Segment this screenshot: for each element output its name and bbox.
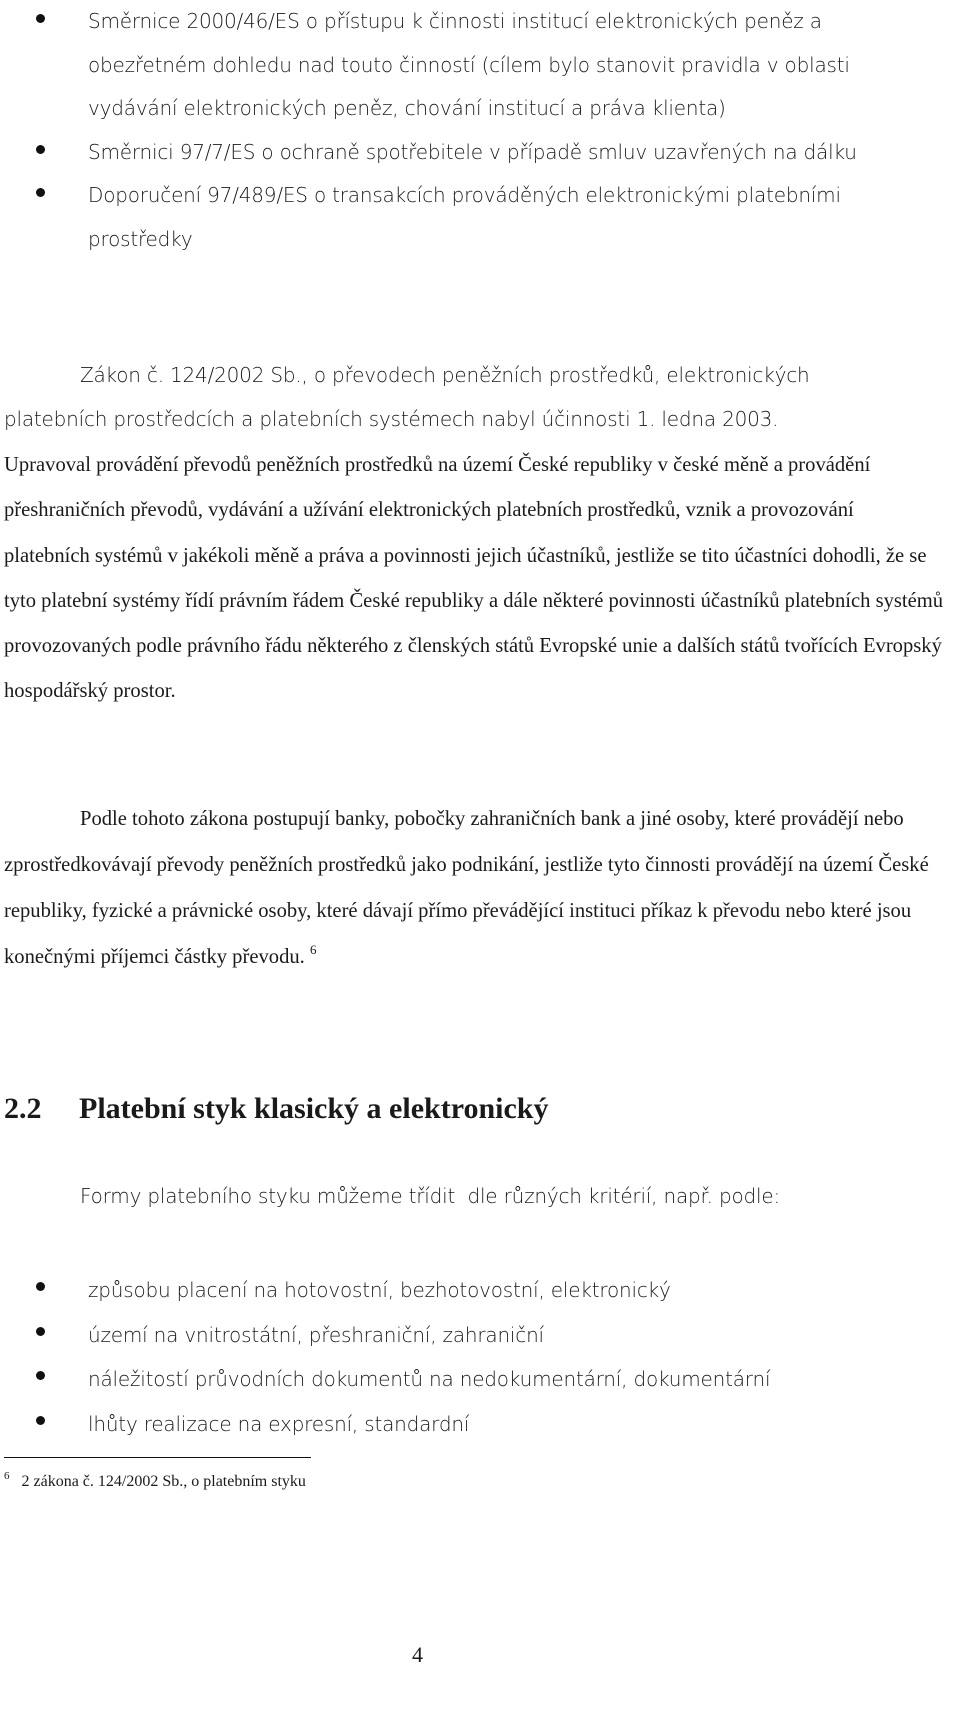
list-item-text: Směrnici 97/7/ES o ochraně spotřebitele v případě smluv uzavřených na dálku: [88, 139, 857, 164]
list-item: [0, 1313, 920, 1358]
list-item: [0, 1268, 920, 1313]
body-paragraph: Upravoval provádění převodů peněžních prostředků na území České republiky v české měně a provádění přeshraničních převodů, vydávání a užívání elektronických platebních prostředků, vznik a provozování platebních systémů v jakékoli měně a práva a povinnosti jejich účastníků, jestliže se tito účastníci dohodli, že se tyto platební systémy řídí právním řádem České republiky a dále některé povinnosti účastníků platebních systémů provozovaných podle právního řádu některého z členských států Evropské unie a dalších států tvořících Evropský hospodářský prostor.: [4, 454, 944, 703]
bullet-icon: [36, 145, 45, 154]
list-item-text: území na vnitrostátní, přeshraniční, zahraniční: [88, 1322, 544, 1347]
law-paragraph-first-line: Zákon č. 124/2002 Sb., o převodech peněžních prostředků, elektronických: [80, 363, 810, 387]
list-item-text: náležitostí průvodních dokumentů na nedokumentární, dokumentární: [88, 1367, 771, 1391]
bullet-icon: [36, 1327, 45, 1336]
footnote-divider: [4, 1457, 311, 1458]
section-heading: [4, 1092, 548, 1126]
list-item-text: lhůty realizace na expresní, standardní: [88, 1411, 470, 1436]
list-item: [0, 1402, 920, 1447]
footnote: [4, 1470, 306, 1491]
footnote-mark: 6: [4, 1470, 10, 1482]
bullet-icon: [36, 1371, 45, 1380]
list-item-text: Doporučení 97/489/ES o transakcích prováděných elektronickými platebními prostředky: [88, 183, 841, 251]
body-paragraph-2-text: Podle tohoto zákona postupují banky, pobočky zahraničních bank a jiné osoby, které provádějí nebo zprostředkovávají převody peněžních prostředků jako podnikání, jestliže tyto činnosti provádějí na území České republiky, fyzické a právnické osoby, které dávají přímo převádějící instituci příkaz k převodu nebo které jsou konečnými příjemci částky převodu.: [4, 808, 929, 968]
bullet-icon: [36, 1282, 45, 1291]
bullet-icon: [36, 188, 45, 197]
list-item: [0, 131, 940, 175]
list-item: [0, 0, 940, 131]
list-item-text: Směrnice 2000/46/ES o přístupu k činnosti institucí elektronických peněz a obezřetném dohledu nad touto činností (cílem bylo stanovit pravidla v oblasti vydávání elektronických peněz, chování institucí a práva klienta): [88, 9, 850, 120]
bullet-icon: [36, 1416, 45, 1425]
top-bullet-list: [0, 0, 940, 261]
law-paragraph: [4, 354, 934, 441]
list-item-text: způsobu placení na hotovostní, bezhotovostní, elektronický: [88, 1278, 671, 1302]
footnote-text: 2 zákona č. 124/2002 Sb., o platebním styku: [21, 1473, 306, 1490]
list-item: [0, 1357, 920, 1402]
body-paragraph-2: [4, 796, 944, 980]
bullet-icon: [36, 14, 45, 23]
list-item: [0, 174, 940, 261]
page-number: 4: [412, 1642, 423, 1667]
footnote-reference[interactable]: 6: [309, 942, 317, 957]
forms-intro: Formy platebního styku můžeme třídit dle různých kritérií, např. podle:: [80, 1184, 781, 1208]
law-paragraph-rest: platebních prostředcích a platebních systémech nabyl účinnosti 1. ledna 2003.: [4, 406, 779, 431]
section-title: Platební styk klasický a elektronický: [79, 1092, 549, 1125]
bottom-bullet-list: [0, 1268, 920, 1446]
section-number: 2.2: [4, 1092, 42, 1125]
